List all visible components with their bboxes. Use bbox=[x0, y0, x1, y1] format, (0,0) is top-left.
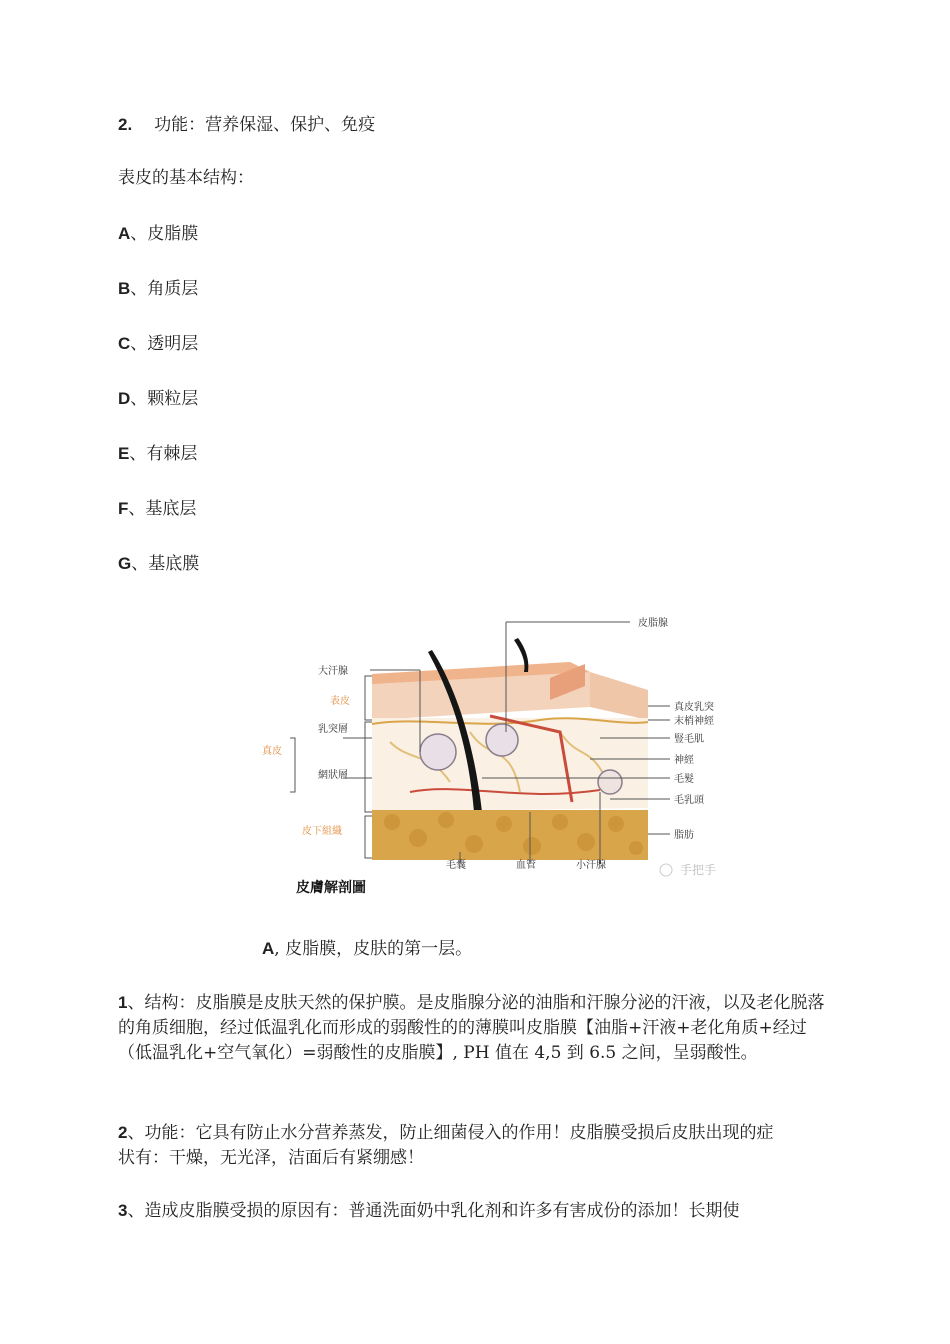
label-arrector-pili: 豎毛肌 bbox=[674, 734, 704, 745]
list-item: G、基底膜 bbox=[118, 554, 200, 574]
list-item: D、颗粒层 bbox=[118, 389, 199, 409]
paragraph-causes: 3、造成皮脂膜受损的原因有：普通洗面奶中乳化剂和许多有害成份的添加！长期使 bbox=[118, 1201, 740, 1221]
label-reticular-layer: 網狀層 bbox=[318, 770, 348, 781]
figure-title: 皮膚解剖圖 bbox=[296, 880, 366, 896]
skin-anatomy-figure bbox=[260, 612, 744, 898]
label-hair-papilla: 毛乳頭 bbox=[674, 795, 704, 806]
label-eccrine-gland: 小汗腺 bbox=[576, 860, 606, 871]
label-nerve: 神經 bbox=[674, 755, 694, 766]
label-nerve-ending: 末梢神經 bbox=[674, 716, 714, 727]
paragraph-structure: 1、结构：皮脂膜是皮肤天然的保护膜。是皮脂腺分泌的油脂和汗腺分泌的汗液，以及老化脱落的角质细胞，经过低温乳化而形成的弱酸性的的薄膜叫皮脂膜【油脂+汗液+老化角质+经过（低温乳化+空气氧化）=弱酸性的皮脂膜】, PH 值在 4,5 到 6.5 之间，呈弱酸性。 bbox=[118, 993, 825, 1063]
list-item: C、透明层 bbox=[118, 334, 199, 354]
list-item: B、角质层 bbox=[118, 279, 199, 299]
epidermis-heading: 表皮的基本结构： bbox=[118, 168, 254, 188]
label-fat: 脂肪 bbox=[674, 830, 694, 841]
label-subcutaneous: 皮下組織 bbox=[302, 826, 342, 837]
function-text: 功能：营养保湿、保护、免疫 bbox=[154, 115, 376, 135]
label-hair-follicle: 毛囊 bbox=[446, 860, 466, 871]
sweat-gland bbox=[420, 734, 456, 770]
label-hair: 毛髮 bbox=[674, 774, 694, 785]
label-epidermis: 表皮 bbox=[330, 696, 350, 707]
function-heading bbox=[118, 115, 375, 135]
list-item: F、基底层 bbox=[118, 499, 197, 519]
label-apocrine-gland: 大汗腺 bbox=[318, 666, 348, 677]
list-item: E、有棘层 bbox=[118, 444, 198, 464]
watermark-text: 手把手 bbox=[680, 863, 717, 877]
skin-anatomy-diagram bbox=[260, 612, 744, 898]
label-sebaceous-gland: 皮脂腺 bbox=[638, 618, 668, 629]
list-item: A、皮脂膜 bbox=[118, 224, 199, 244]
label-dermal-papilla: 真皮乳突 bbox=[674, 702, 714, 713]
label-papillary-layer: 乳突層 bbox=[318, 724, 348, 735]
label-dermis: 真皮 bbox=[262, 746, 282, 757]
label-blood-vessel: 血管 bbox=[516, 860, 536, 871]
function-number: 2. bbox=[118, 115, 133, 134]
paragraph-function: 2、功能：它具有防止水分营养蒸发，防止细菌侵入的作用！皮脂膜受损后皮肤出现的症状有：干燥，无光泽，洁面后有紧绷感！ bbox=[118, 1123, 774, 1168]
figure-caption: A, 皮脂膜，皮肤的第一层。 bbox=[262, 939, 473, 959]
sebaceous-gland bbox=[486, 724, 518, 756]
